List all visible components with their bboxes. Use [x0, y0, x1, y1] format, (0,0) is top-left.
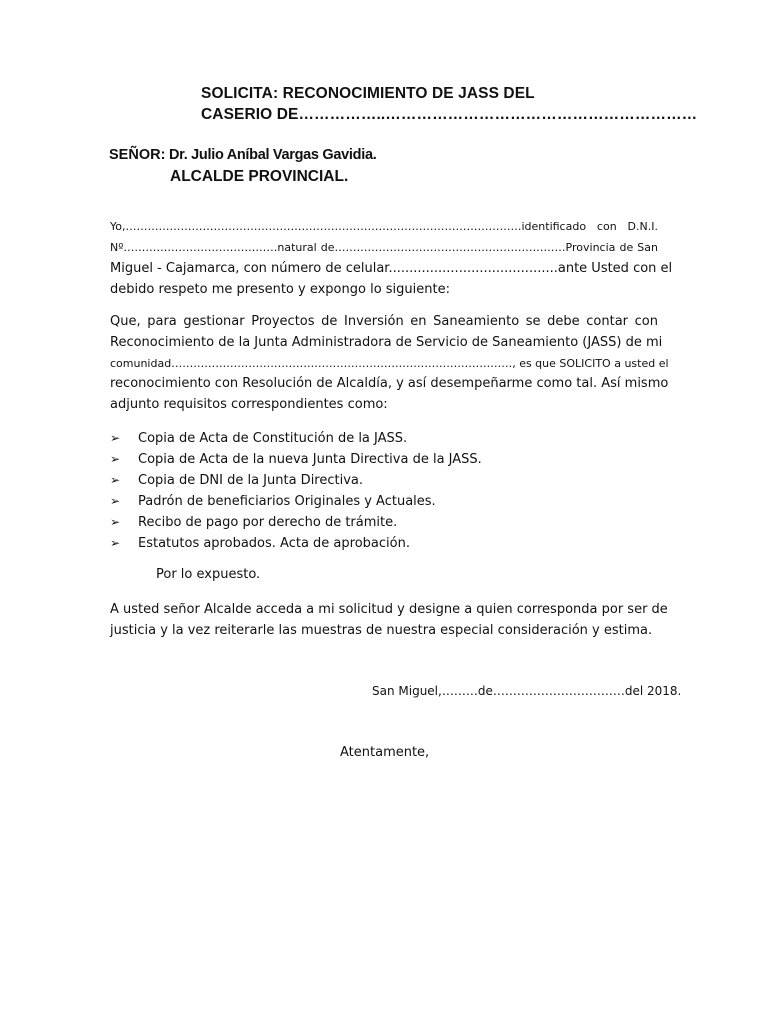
list-item-text: Padrón de beneficiarios Originales y Actuales.: [138, 494, 436, 509]
list-item: [110, 429, 482, 450]
sign-off: Atentamente,: [340, 745, 430, 760]
body-line-1: Que, para gestionar Proyectos de Inversión en Saneamiento se debe contar con: [110, 314, 658, 329]
arrow-bullet-icon: ➢: [110, 473, 121, 487]
requirements-list: [110, 429, 482, 555]
closing-line-2: justicia y la vez reiterarle las muestras de nuestra especial consideración y estima.: [110, 623, 653, 638]
list-item: [110, 450, 482, 471]
arrow-bullet-icon: ➢: [110, 536, 121, 550]
intro-line-4: debido respeto me presento y expongo lo siguiente:: [110, 282, 450, 297]
date-line: San Miguel,………de……………………………del 2018.: [372, 684, 682, 698]
arrow-bullet-icon: ➢: [110, 452, 121, 466]
intro-line-1: Yo,………………………………………………………………………………………………identificado con D.N.I.: [110, 220, 658, 233]
list-item-text: Copia de Acta de la nueva Junta Directiva de la JASS.: [138, 452, 482, 467]
body-line-2: Reconocimiento de la Junta Administradora de Servicio de Saneamiento (JASS) de mi: [110, 335, 663, 350]
arrow-bullet-icon: ➢: [110, 515, 121, 529]
arrow-bullet-icon: ➢: [110, 494, 121, 508]
recipient-title: ALCALDE PROVINCIAL.: [170, 168, 349, 185]
list-item-text: Recibo de pago por derecho de trámite.: [138, 515, 398, 530]
body-line-5: adjunto requisitos correspondientes como:: [110, 397, 388, 412]
list-item: [110, 534, 482, 555]
closing-line-1: A usted señor Alcalde acceda a mi solicitud y designe a quien corresponda por ser de: [110, 602, 668, 617]
list-item: [110, 471, 482, 492]
list-item: [110, 513, 482, 534]
list-item: [110, 492, 482, 513]
list-item-text: Estatutos aprobados. Acta de aprobación.: [138, 536, 410, 551]
intro-line-2: Nº……………………………………natural de………………………………………………………Provincia de San: [110, 241, 658, 254]
body-line-3: comunidad…………………………………………………………………………………, es que SOLICITO a usted el: [110, 357, 669, 370]
recipient-label: SEÑOR:: [109, 147, 166, 163]
closing-expuesto: Por lo expuesto.: [156, 567, 261, 582]
list-item-text: Copia de DNI de la Junta Directiva.: [138, 473, 364, 488]
arrow-bullet-icon: ➢: [110, 431, 121, 445]
subject-line-1: SOLICITA: RECONOCIMIENTO DE JASS DEL: [201, 85, 535, 102]
subject-line-2: CASERIO DE……………..……………………………………………………: [201, 106, 698, 123]
body-line-4: reconocimiento con Resolución de Alcaldía, y así desempeñarme como tal. Así mismo: [110, 376, 669, 391]
list-item-text: Copia de Acta de Constitución de la JASS.: [138, 431, 408, 446]
intro-line-3: Miguel - Cajamarca, con número de celular.........................................ante Usted con el: [110, 261, 673, 276]
recipient-name: Dr. Julio Aníbal Vargas Gavidia.: [169, 147, 377, 163]
